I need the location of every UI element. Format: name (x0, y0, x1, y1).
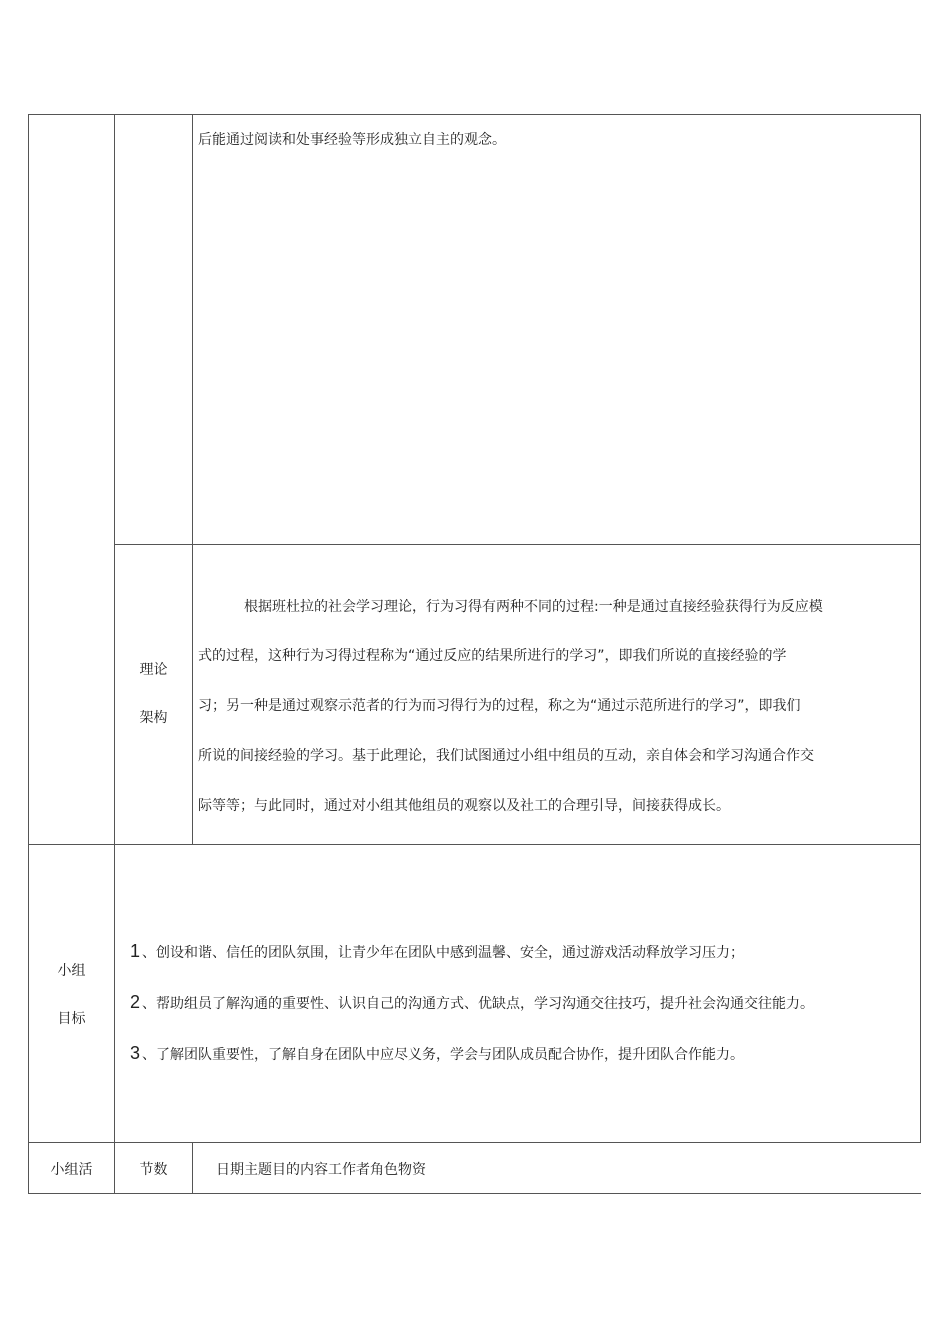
goal-number: 1 (130, 941, 141, 961)
goals-row-top-border (28, 844, 921, 845)
theory-label-line2: 架构 (139, 710, 168, 726)
goal-text: 、创设和谐、信任的团队氛围，让青少年在团队中感到温馨、安全，通过游戏活动释放学习压力； (142, 945, 745, 961)
theory-line-1: 根据班杜拉的社会学习理论，行为习得有两种不同的过程:一种是通过直接经验获得行为反应模 (244, 599, 823, 615)
goals-label-line1: 小组 (57, 963, 86, 979)
theory-line-5: 际等等；与此同时，通过对小组其他组员的观察以及社工的合理引导，间接获得成长。 (198, 798, 730, 814)
table-right-border (920, 114, 921, 1143)
theory-line-3: 习；另一种是通过观察示范者的行为而习得行为的过程，称之为“通过示范所进行的学习”，即我们 (198, 698, 801, 714)
activities-row-bottom-border (28, 1193, 921, 1194)
goal-item-3 (130, 1043, 744, 1064)
goal-text: 、了解团队重要性，了解自身在团队中应尽义务，学会与团队成员配合协作，提升团队合作能力。 (142, 1047, 745, 1063)
sessions-header: 节数 (139, 1162, 168, 1178)
goal-number: 3 (130, 1043, 141, 1063)
theory-line-4: 所说的间接经验的学习。基于此理论，我们试图通过小组中组员的互动，亲自体会和学习沟通合作交 (198, 748, 814, 764)
goals-label-line2: 目标 (57, 1011, 86, 1027)
table-top-border (28, 114, 921, 115)
theory-label (115, 660, 192, 728)
column-divider-2-bottom (192, 1142, 193, 1194)
goal-item-2 (130, 992, 814, 1013)
column-divider-1 (114, 114, 115, 1194)
theory-row-top-border (114, 544, 921, 545)
table-left-border (28, 114, 29, 1194)
activities-row-top-border (28, 1142, 921, 1143)
goal-text: 、帮助组员了解沟通的重要性、认识自己的沟通方式、优缺点，学习沟通交往技巧，提升社会沟通交往能力。 (142, 996, 815, 1012)
goal-item-1 (130, 941, 744, 962)
continued-paragraph: 后能通过阅读和处事经验等形成独立自主的观念。 (198, 132, 506, 148)
column-divider-2-top (192, 114, 193, 845)
activity-columns-header: 日期主题目的内容工作者角色物资 (216, 1162, 426, 1178)
goal-number: 2 (130, 992, 141, 1012)
theory-line-2: 式的过程，这种行为习得过程称为“通过反应的结果所进行的学习”，即我们所说的直接经验的学 (198, 648, 787, 664)
goals-label (29, 961, 114, 1029)
theory-label-line1: 理论 (139, 662, 168, 678)
activities-label: 小组活 (50, 1162, 93, 1178)
